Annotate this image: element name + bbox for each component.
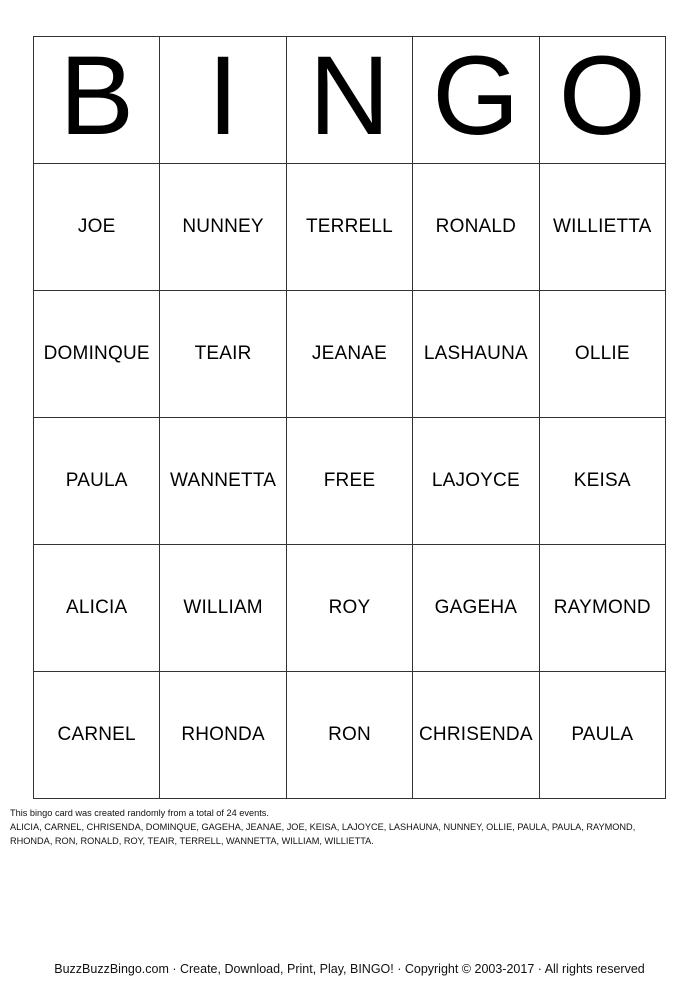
header-letter: G	[432, 36, 520, 158]
card-note-intro: This bingo card was created randomly from a total of 24 events.	[10, 808, 269, 818]
header-letter: B	[59, 36, 135, 158]
header-letter-o	[539, 37, 665, 164]
bingo-row	[34, 164, 666, 291]
header-letter-i	[160, 37, 286, 164]
bingo-cell: JOE	[34, 164, 160, 291]
bingo-row	[34, 545, 666, 672]
bingo-free-cell: FREE	[286, 418, 412, 545]
bingo-cell: RONALD	[413, 164, 539, 291]
bingo-cell: CARNEL	[34, 672, 160, 799]
bingo-row	[34, 418, 666, 545]
bingo-card	[33, 36, 666, 799]
bingo-cell: TERRELL	[286, 164, 412, 291]
header-letter-b	[34, 37, 160, 164]
bingo-cell: CHRISENDA	[413, 672, 539, 799]
bingo-cell: TEAIR	[160, 291, 286, 418]
bingo-cell: LASHAUNA	[413, 291, 539, 418]
bingo-cell: RAYMOND	[539, 545, 665, 672]
bingo-cell: GAGEHA	[413, 545, 539, 672]
header-letter: I	[207, 36, 239, 158]
bingo-cell: JEANAE	[286, 291, 412, 418]
header-letter-g	[413, 37, 539, 164]
bingo-cell: ROY	[286, 545, 412, 672]
bingo-cell: LAJOYCE	[413, 418, 539, 545]
bingo-cell: DOMINQUE	[34, 291, 160, 418]
bingo-row	[34, 672, 666, 799]
bingo-header-row	[34, 37, 666, 164]
bingo-cell: WILLIAM	[160, 545, 286, 672]
card-note-events-line: ALICIA, CARNEL, CHRISENDA, DOMINQUE, GAGEHA, JEANAE, JOE, KEISA, LAJOYCE, LASHAUNA, NUNNEY, OLLIE, PAULA, PAULA, RAYMOND,	[10, 822, 636, 832]
bingo-cell: ALICIA	[34, 545, 160, 672]
bingo-cell: RON	[286, 672, 412, 799]
bingo-cell: WILLIETTA	[539, 164, 665, 291]
card-note	[10, 806, 680, 848]
card-note-events-line: RHONDA, RON, RONALD, ROY, TEAIR, TERRELL, WANNETTA, WILLIAM, WILLIETTA.	[10, 836, 374, 846]
header-letter-n	[286, 37, 412, 164]
bingo-row	[34, 291, 666, 418]
bingo-cell: WANNETTA	[160, 418, 286, 545]
page-footer: BuzzBuzzBingo.com · Create, Download, Print, Play, BINGO! · Copyright © 2003-2017 · All rights reserved	[54, 962, 645, 976]
bingo-cell: KEISA	[539, 418, 665, 545]
bingo-cell: RHONDA	[160, 672, 286, 799]
bingo-cell: PAULA	[34, 418, 160, 545]
header-letter: O	[558, 36, 646, 158]
header-letter: N	[309, 36, 390, 158]
bingo-cell: OLLIE	[539, 291, 665, 418]
bingo-cell: NUNNEY	[160, 164, 286, 291]
bingo-cell: PAULA	[539, 672, 665, 799]
